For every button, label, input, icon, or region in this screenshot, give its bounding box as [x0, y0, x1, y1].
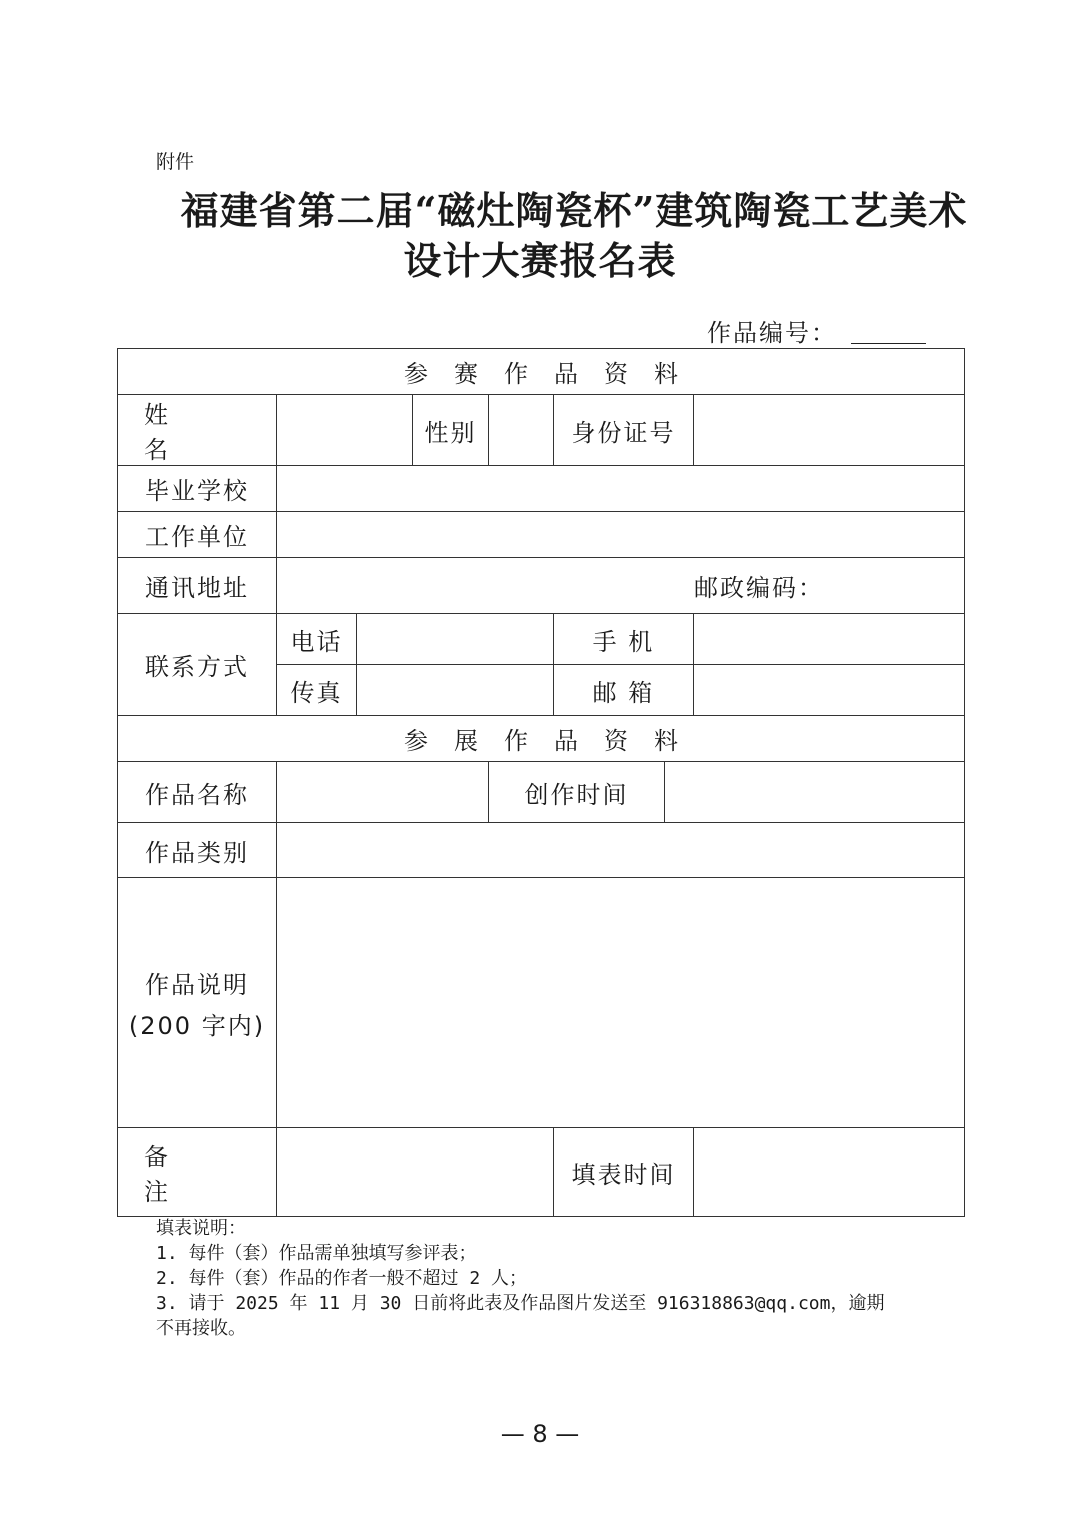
- school-label: 毕业学校: [118, 466, 277, 512]
- mobile-label: 手 机: [554, 614, 694, 665]
- description-label: [118, 878, 277, 1128]
- instruction-item: 2. 每件（套）作品的作者一般不超过 2 人；: [156, 1268, 528, 1289]
- contact-label: 联系方式: [118, 614, 277, 716]
- name-label: 姓 名: [118, 395, 277, 466]
- section-header-entry-info: 参赛作品资料: [118, 349, 965, 395]
- attachment-label: 附件: [156, 151, 195, 173]
- employer-label: 工作单位: [118, 512, 277, 558]
- category-label: 作品类别: [118, 823, 277, 878]
- email-field[interactable]: [694, 665, 965, 716]
- gender-field[interactable]: [489, 395, 554, 466]
- category-field[interactable]: [277, 823, 965, 878]
- work-name-label: 作品名称: [118, 762, 277, 823]
- fax-label: 传真: [277, 665, 357, 716]
- employer-field[interactable]: [277, 512, 965, 558]
- work-number-label: 作品编号：: [707, 319, 837, 347]
- postal-code-label: 邮政编码：: [694, 574, 824, 602]
- fax-field[interactable]: [357, 665, 554, 716]
- mobile-field[interactable]: [694, 614, 965, 665]
- instruction-item: 3. 请于 2025 年 11 月 30 日前将此表及作品图片发送至 916318863@qq.com，逾期: [156, 1293, 885, 1314]
- work-name-field[interactable]: [277, 762, 489, 823]
- section-header-exhibit-info: 参展作品资料: [118, 716, 965, 762]
- address-field[interactable]: [277, 558, 965, 614]
- id-number-label: 身份证号: [554, 395, 694, 466]
- id-number-field[interactable]: [694, 395, 965, 466]
- creation-time-field[interactable]: [665, 762, 965, 823]
- phone-field[interactable]: [357, 614, 554, 665]
- page-number: — 8 —: [500, 1420, 580, 1448]
- email-label: 邮 箱: [554, 665, 694, 716]
- instructions: [156, 1216, 884, 1341]
- registration-form: [117, 348, 965, 1217]
- description-field[interactable]: [277, 878, 965, 1128]
- remarks-label: 备 注: [118, 1128, 277, 1217]
- page-title-line-2: 设计大赛报名表: [403, 238, 677, 283]
- creation-time-label: 创作时间: [489, 762, 665, 823]
- instruction-item: 1. 每件（套）作品需单独填写参评表；: [156, 1243, 477, 1264]
- description-label-line-2: (200 字内): [128, 1011, 266, 1040]
- work-number-field[interactable]: [851, 343, 926, 344]
- remarks-field[interactable]: [277, 1128, 554, 1217]
- instructions-heading: 填表说明：: [156, 1218, 246, 1239]
- address-label: 通讯地址: [118, 558, 277, 614]
- gender-label: 性别: [413, 395, 489, 466]
- phone-label: 电话: [277, 614, 357, 665]
- school-field[interactable]: [277, 466, 965, 512]
- instruction-item: 不再接收。: [156, 1318, 246, 1339]
- fill-time-field[interactable]: [694, 1128, 965, 1217]
- page-title-line-1: 福建省第二届“磁灶陶瓷杯”建筑陶瓷工艺美术: [180, 188, 968, 233]
- description-label-line-1: 作品说明: [145, 970, 249, 999]
- fill-time-label: 填表时间: [554, 1128, 694, 1217]
